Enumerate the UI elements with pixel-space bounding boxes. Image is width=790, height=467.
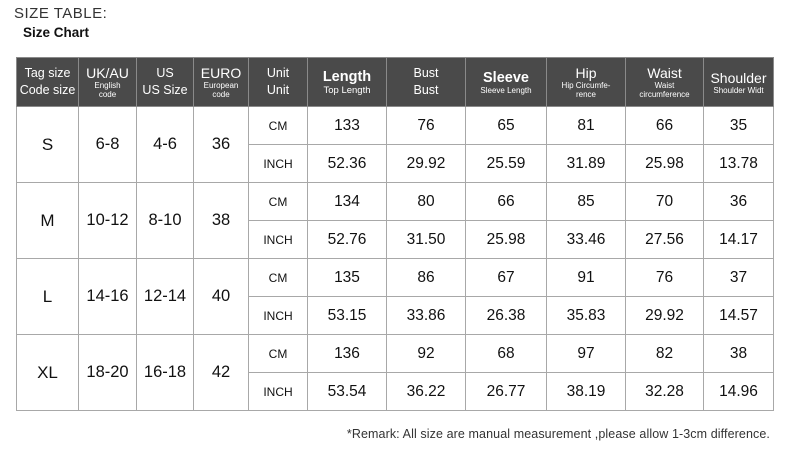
header-us-line2: US Size — [142, 83, 188, 97]
sleeve-cell: 26.77 — [466, 373, 547, 411]
header-tag-size-line1: Tag size — [24, 66, 71, 80]
sleeve-cell: 26.38 — [466, 297, 547, 335]
waist-cell: 76 — [626, 259, 704, 297]
header-euro-main: EURO — [200, 65, 242, 81]
size-cell: L — [17, 259, 79, 335]
length-cell: 133 — [308, 107, 387, 145]
hip-cell: 97 — [547, 335, 626, 373]
shoulder-cell: 36 — [704, 183, 774, 221]
header-waist-sub2: circumference — [639, 90, 690, 99]
shoulder-cell: 35 — [704, 107, 774, 145]
sleeve-cell: 25.59 — [466, 145, 547, 183]
length-cell: 134 — [308, 183, 387, 221]
sleeve-cell: 25.98 — [466, 221, 547, 259]
header-uk-au-sub1: English — [94, 81, 121, 90]
length-cell: 136 — [308, 335, 387, 373]
euro-cell: 38 — [194, 183, 249, 259]
header-euro — [194, 58, 249, 107]
uk-au-cell: 10-12 — [79, 183, 137, 259]
shoulder-cell: 37 — [704, 259, 774, 297]
size-cell: S — [17, 107, 79, 183]
hip-cell: 85 — [547, 183, 626, 221]
header-sleeve-sub: Sleeve Length — [480, 85, 532, 95]
header-uk-au — [79, 58, 137, 107]
us-cell: 12-14 — [137, 259, 194, 335]
shoulder-cell: 14.17 — [704, 221, 774, 259]
length-cell: 53.15 — [308, 297, 387, 335]
bust-cell: 36.22 — [387, 373, 466, 411]
header-tag-size-line2: Code size — [19, 83, 76, 97]
header-waist-sub1: Waist — [654, 81, 675, 90]
header-unit-line2: Unit — [266, 83, 290, 97]
hip-cell: 91 — [547, 259, 626, 297]
header-shoulder-sub: Shoulder Widt — [713, 85, 764, 95]
sleeve-cell: 67 — [466, 259, 547, 297]
bust-cell: 76 — [387, 107, 466, 145]
unit-cell: INCH — [249, 373, 308, 411]
unit-cell: CM — [249, 107, 308, 145]
length-cell: 52.76 — [308, 221, 387, 259]
us-cell: 16-18 — [137, 335, 194, 411]
length-cell: 135 — [308, 259, 387, 297]
remark-note: *Remark: All size are manual measurement ,please allow 1-3cm difference. — [346, 427, 770, 441]
page-title: SIZE TABLE: — [14, 5, 108, 22]
hip-cell: 81 — [547, 107, 626, 145]
shoulder-cell: 14.57 — [704, 297, 774, 335]
hip-cell: 31.89 — [547, 145, 626, 183]
header-us-line1: US — [156, 66, 174, 80]
header-sleeve — [466, 58, 547, 107]
header-hip-sub1: Hip Circumfe- — [561, 81, 611, 90]
header-bust-line2: Bust — [413, 83, 439, 97]
table-row — [17, 335, 774, 373]
euro-cell: 40 — [194, 259, 249, 335]
waist-cell: 66 — [626, 107, 704, 145]
bust-cell: 80 — [387, 183, 466, 221]
header-length-sub: Top Length — [323, 84, 371, 96]
bust-cell: 29.92 — [387, 145, 466, 183]
unit-cell: CM — [249, 259, 308, 297]
header-euro-sub2: code — [212, 90, 230, 99]
table-row — [17, 259, 774, 297]
unit-cell: INCH — [249, 145, 308, 183]
uk-au-cell: 14-16 — [79, 259, 137, 335]
bust-cell: 86 — [387, 259, 466, 297]
header-shoulder-main: Shoulder — [710, 69, 767, 86]
hip-cell: 38.19 — [547, 373, 626, 411]
unit-cell: CM — [249, 335, 308, 373]
header-tag-size — [17, 58, 79, 107]
length-cell: 52.36 — [308, 145, 387, 183]
uk-au-cell: 6-8 — [79, 107, 137, 183]
waist-cell: 70 — [626, 183, 704, 221]
shoulder-cell: 13.78 — [704, 145, 774, 183]
shoulder-cell: 14.96 — [704, 373, 774, 411]
header-waist — [626, 58, 704, 107]
header-uk-au-main: UK/AU — [86, 65, 129, 81]
waist-cell: 32.28 — [626, 373, 704, 411]
header-bust-line1: Bust — [413, 66, 439, 80]
header-row — [17, 58, 774, 107]
header-shoulder — [704, 58, 774, 107]
header-hip-main: Hip — [575, 65, 597, 81]
header-us — [137, 58, 194, 107]
bust-cell: 92 — [387, 335, 466, 373]
header-euro-sub1: European — [203, 81, 239, 90]
header-hip — [547, 58, 626, 107]
unit-cell: INCH — [249, 221, 308, 259]
waist-cell: 29.92 — [626, 297, 704, 335]
euro-cell: 42 — [194, 335, 249, 411]
table-row — [17, 183, 774, 221]
header-unit-line1: Unit — [266, 66, 290, 80]
header-waist-main: Waist — [647, 65, 682, 81]
uk-au-cell: 18-20 — [79, 335, 137, 411]
size-cell: M — [17, 183, 79, 259]
shoulder-cell: 38 — [704, 335, 774, 373]
length-cell: 53.54 — [308, 373, 387, 411]
page-subtitle: Size Chart — [23, 25, 90, 40]
header-hip-sub2: rence — [575, 90, 596, 99]
unit-cell: INCH — [249, 297, 308, 335]
us-cell: 8-10 — [137, 183, 194, 259]
header-length — [308, 58, 387, 107]
bust-cell: 31.50 — [387, 221, 466, 259]
waist-cell: 82 — [626, 335, 704, 373]
us-cell: 4-6 — [137, 107, 194, 183]
sleeve-cell: 65 — [466, 107, 547, 145]
unit-cell: CM — [249, 183, 308, 221]
size-chart-table — [16, 57, 774, 411]
hip-cell: 35.83 — [547, 297, 626, 335]
euro-cell: 36 — [194, 107, 249, 183]
header-uk-au-sub2: code — [98, 90, 117, 99]
table-row — [17, 107, 774, 145]
size-cell: XL — [17, 335, 79, 411]
header-sleeve-main: Sleeve — [483, 69, 529, 86]
waist-cell: 27.56 — [626, 221, 704, 259]
bust-cell: 33.86 — [387, 297, 466, 335]
sleeve-cell: 68 — [466, 335, 547, 373]
sleeve-cell: 66 — [466, 183, 547, 221]
header-bust — [387, 58, 466, 107]
waist-cell: 25.98 — [626, 145, 704, 183]
header-length-main: Length — [322, 68, 372, 85]
header-unit — [249, 58, 308, 107]
hip-cell: 33.46 — [547, 221, 626, 259]
